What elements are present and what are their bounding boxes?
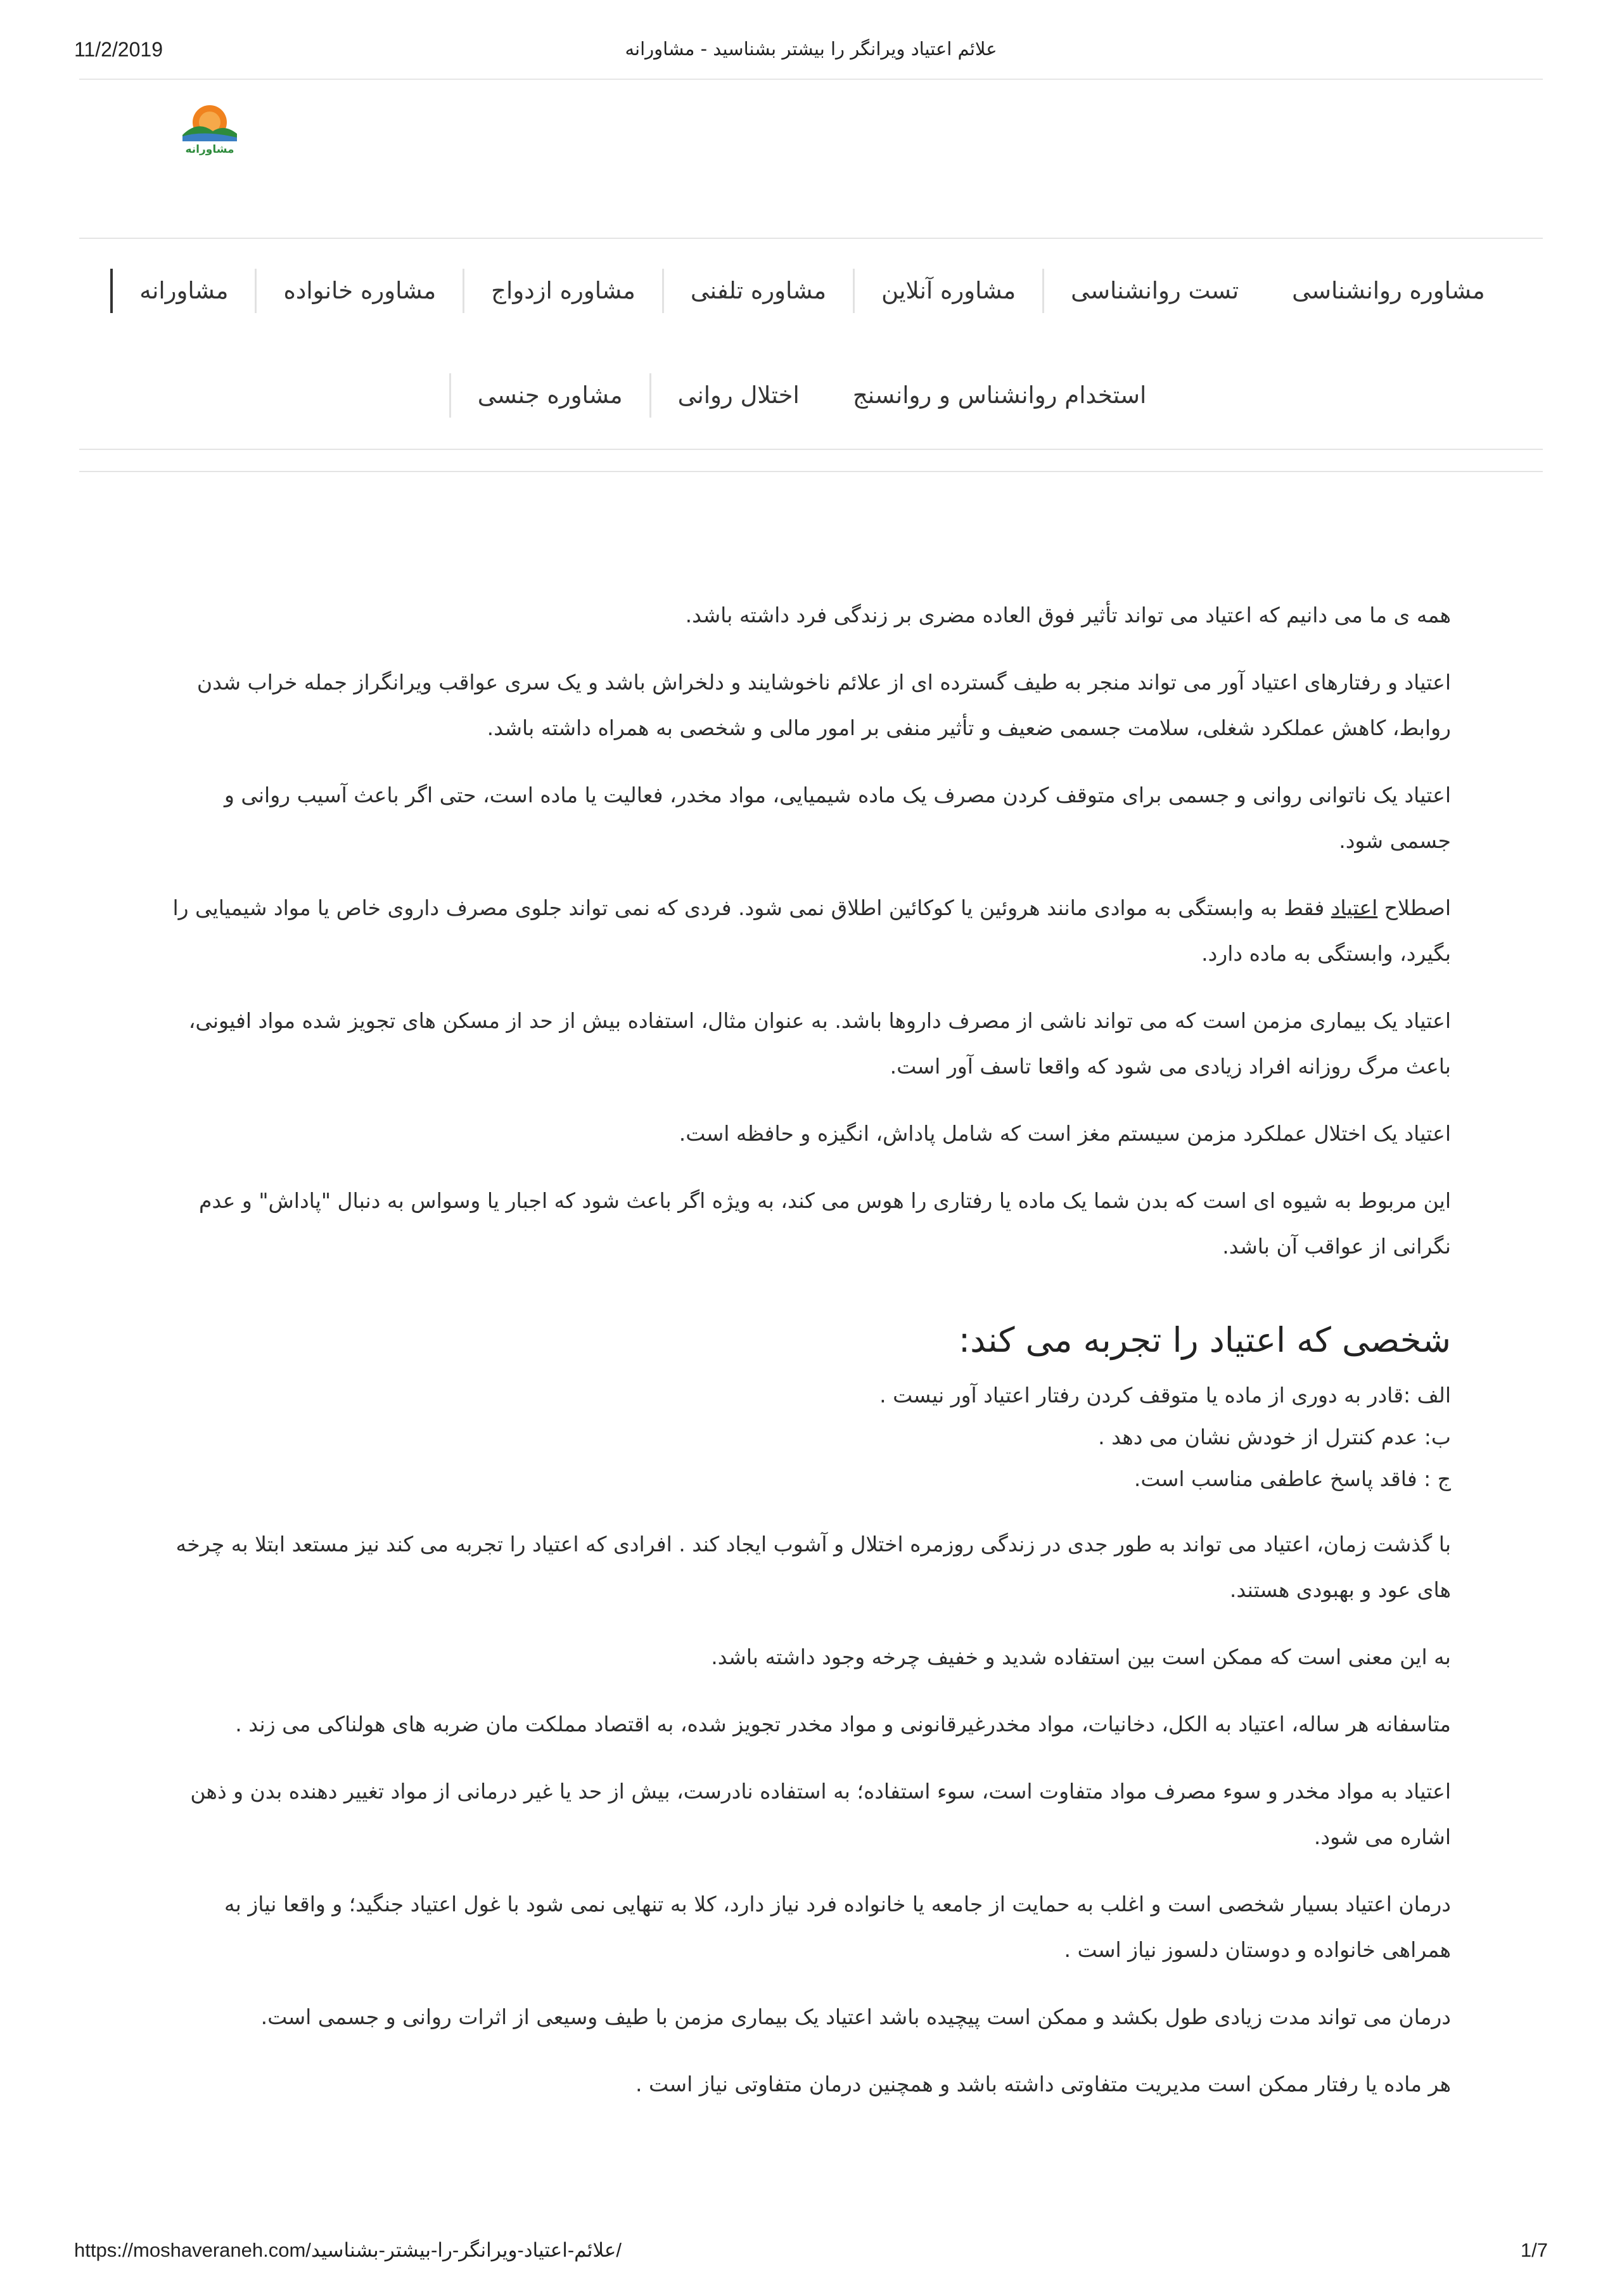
nav-bottom-divider xyxy=(79,449,1543,450)
nav-item-sexual-counseling[interactable]: مشاوره جنسی xyxy=(449,373,649,418)
nav-top-divider xyxy=(79,238,1543,239)
nav-item-mental-disorder[interactable]: اختلال روانی xyxy=(649,373,826,418)
nav-item-online-counseling[interactable]: مشاوره آنلاین xyxy=(853,269,1042,313)
nav-item-family-counseling[interactable]: مشاوره خانواده xyxy=(255,269,463,313)
list-item: ب: عدم کنترل از خودش نشان می دهد . xyxy=(1098,1425,1451,1449)
list-item: ج : فاقد پاسخ عاطفی مناسب است. xyxy=(1133,1466,1451,1491)
article-paragraph: اعتیاد یک ناتوانی روانی و جسمی برای متوقف کردن مصرف یک ماده شیمیایی، مواد مخدر، فعالیت یا ماده است، حتی اگر باعث آسیب روانی و جسمی شود. xyxy=(224,783,1451,853)
article-paragraph: متاسفانه هر ساله، اعتیاد به الکل، دخانیات، مواد مخدرغیرقانونی و مواد مخدر تجویز شده، به اقتصاد مملکت مان ضربه های هولناکی می زند . xyxy=(235,1712,1451,1736)
nav-item-psychology-test[interactable]: تست روانشناسی xyxy=(1042,269,1265,313)
nav-item-hiring-psychologist[interactable]: استخدام روانشناس و روانسنج xyxy=(852,382,1147,409)
site-logo[interactable] xyxy=(179,98,241,155)
article-paragraph: هر ماده یا رفتار ممکن است مدیریت متفاوتی داشته باشد و همچنین درمان متفاوتی نیاز است . xyxy=(635,2072,1451,2096)
nav-item-marriage-counseling[interactable]: مشاوره ازدواج xyxy=(463,269,662,313)
list-item: الف :قادر به دوری از ماده یا متوقف کردن رفتار اعتیاد آور نیست . xyxy=(879,1383,1451,1408)
page-url: https://moshaveraneh.com/علائم-اعتیاد-ویرانگر-را-بیشتر-بشناسید/ xyxy=(74,2239,622,2261)
main-nav-row-1 xyxy=(101,269,1521,313)
article-paragraph: اعتیاد یک بیماری مزمن است که می تواند ناشی از مصرف داروها باشد. به عنوان مثال، استفاده بیش از حد از مسکن های تجویز شده مواد افیونی، باعث مرگ روزانه افراد زیادی می شود که واقعا تاسف آور است. xyxy=(188,1008,1451,1079)
nav-item-moshaveraneh[interactable]: مشاورانه xyxy=(110,269,255,313)
article-paragraph: اعتیاد و رفتارهای اعتیاد آور می تواند منجر به طیف گسترده ای از علائم ناخوشایند و دلخراش باشد و یک سری عواقب ویرانگراز جمله خراب شدن روابط، کاهش عملکرد شغلی، سلامت جسمی ضعیف و تأثیر منفی بر امور مالی و شخصی به همراه داشته باشد. xyxy=(196,670,1451,740)
nav-item-psychology-counseling[interactable]: مشاوره روانشناسی xyxy=(1292,277,1485,304)
article-paragraph xyxy=(171,885,1451,977)
logo-text: مشاورانه xyxy=(185,143,234,155)
article-paragraph: به این معنی است که ممکن است بین استفاده شدید و خفیف چرخه وجود داشته باشد. xyxy=(711,1645,1451,1669)
article-body xyxy=(171,593,1451,2129)
addiction-link[interactable]: اعتیاد xyxy=(1331,895,1378,920)
nav-item-phone-counseling[interactable]: مشاوره تلفنی xyxy=(662,269,853,313)
page-number: 1/7 xyxy=(1520,2239,1548,2261)
symptom-list xyxy=(171,1375,1451,1500)
article-paragraph: اعتیاد یک اختلال عملکرد مزمن سیستم مغز است که شامل پاداش، انگیزه و حافظه است. xyxy=(679,1121,1451,1146)
logo-icon xyxy=(179,98,241,155)
article-paragraph: همه ی ما می دانیم که اعتیاد می تواند تأثیر فوق العاده مضری بر زندگی فرد داشته باشد. xyxy=(685,603,1451,627)
section-heading: شخصی که اعتیاد را تجربه می کند: xyxy=(958,1320,1451,1360)
article-paragraph: درمان اعتیاد بسیار شخصی است و اغلب به حمایت از جامعه یا خانواده فرد نیاز دارد، کلا به تنهایی نمی شود با غول اعتیاد جنگید؛ و واقعا نیاز به همراهی خانواده و دوستان دلسوز نیاز است . xyxy=(224,1892,1451,1962)
print-header xyxy=(74,38,1548,70)
article-paragraph: درمان می تواند مدت زیادی طول بکشد و ممکن است پیچیده باشد اعتیاد یک بیماری مزمن با طیف وسیعی از اثرات روانی و جسمی است. xyxy=(260,2004,1451,2029)
main-nav-row-2 xyxy=(101,373,1521,418)
print-footer xyxy=(74,2239,1548,2271)
header-divider xyxy=(79,79,1543,80)
print-page-title: علائم اعتیاد ویرانگر را بیشتر بشناسید - مشاورانه xyxy=(625,38,997,60)
paragraph-text: اصطلاح xyxy=(1377,895,1451,920)
article-paragraph: این مربوط به شیوه ای است که بدن شما یک ماده یا رفتاری را هوس می کند، به ویژه اگر باعث شود که اجبار یا وسواس به دنبال "پاداش" و عدم نگرانی از عواقب آن باشد. xyxy=(198,1188,1451,1259)
article-paragraph: با گذشت زمان، اعتیاد می تواند به طور جدی در زندگی روزمره اختلال و آشوب ایجاد کند . افرادی که اعتیاد را تجربه می کند نیز مستعد ابتلا به چرخه های عود و بهبودی هستند. xyxy=(176,1532,1451,1602)
nav-bottom-divider-2 xyxy=(79,471,1543,472)
paragraph-text: فقط به وابستگی به موادی مانند هروئین یا کوکائین اطلاق نمی شود. فردی که نمی تواند جلوی مصرف داروی خاص یا مواد شیمیایی را بگیرد، وابستگی به ماده دارد. xyxy=(172,895,1451,966)
article-paragraph: اعتیاد به مواد مخدر و سوء مصرف مواد متفاوت است، سوء استفاده؛ به استفاده نادرست، بیش از حد یا غیر درمانی از مواد تغییر دهنده بدن و ذهن اشاره می شود. xyxy=(190,1779,1451,1849)
print-date: 11/2/2019 xyxy=(74,38,163,61)
